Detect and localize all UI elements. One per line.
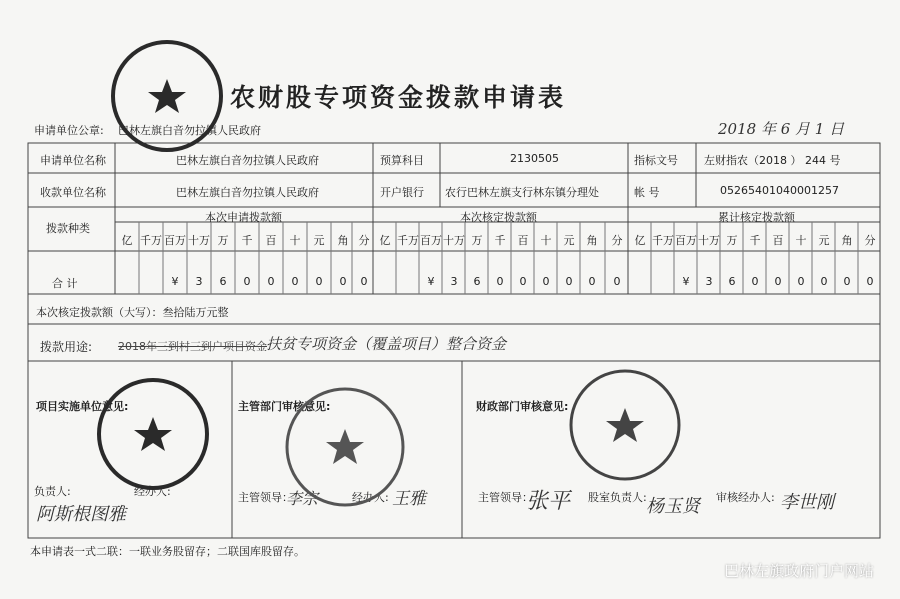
- purpose-handwritten: 扶贫专项资金（覆盖项目）整合资金: [266, 335, 507, 353]
- unit-label: 元: [313, 234, 325, 247]
- total-digit: 0: [243, 275, 251, 288]
- unit-label: 角: [337, 234, 349, 247]
- unit-label: 亿: [121, 234, 133, 247]
- group-header-apply: 本次申请拨款额: [205, 211, 282, 224]
- total-digit: 6: [728, 275, 736, 288]
- total-digit: 0: [843, 275, 851, 288]
- total-digit: 3: [450, 275, 458, 288]
- unit-label: 亿: [379, 234, 391, 247]
- unit-label: 千万: [397, 234, 419, 247]
- total-digit: 0: [774, 275, 782, 288]
- total-digit: 0: [565, 275, 573, 288]
- handler-label: 经办人:: [134, 485, 171, 498]
- signature-dept-leader: 李宗: [286, 489, 319, 508]
- budget-subject-value: 2130505: [510, 152, 559, 165]
- signature-fin-leader: 张平: [526, 489, 571, 514]
- total-digit: ¥: [171, 275, 179, 288]
- unit-label: 十万: [188, 234, 210, 247]
- unit-label: 千: [749, 234, 761, 247]
- unit-label: 千: [494, 234, 506, 247]
- unit-label: 十: [289, 234, 301, 247]
- total-digit: 0: [542, 275, 550, 288]
- applicant-name-value: 巴林左旗白音勿拉镇人民政府: [176, 154, 319, 167]
- total-label: 合 计: [52, 277, 78, 290]
- total-digit: 0: [315, 275, 323, 288]
- account-label: 帐 号: [634, 186, 660, 199]
- impl-unit-opinion-label: 项目实施单位意见:: [36, 400, 129, 413]
- date-handwritten: 2018 年 6 月 1 日: [718, 120, 845, 138]
- unit-label: 百万: [675, 234, 697, 247]
- applicant-seal-label: 申请单位公章:: [34, 124, 104, 137]
- seal-stamp-township-header: [108, 37, 226, 155]
- unit-label: 万: [471, 234, 483, 247]
- type-label: 拨款种类: [46, 222, 90, 235]
- dept-leader-label: 主管领导：: [238, 491, 293, 504]
- unit-label: 千: [241, 234, 253, 247]
- total-digit: 0: [496, 275, 504, 288]
- site-watermark: 巴林左旗政府门户网站: [723, 562, 874, 580]
- form-title: 农财股专项资金拨款申请表: [230, 83, 567, 112]
- budget-subject-label: 预算科目: [380, 154, 424, 167]
- signature-impl-leader: 阿斯根图雅: [36, 504, 126, 525]
- total-digit: ¥: [427, 275, 435, 288]
- quota-doc-value: 左财指农（2018 ） 244 号: [704, 154, 841, 167]
- unit-label: 十: [795, 234, 807, 247]
- unit-label: 万: [217, 234, 229, 247]
- seal-stamp-township: [94, 375, 212, 493]
- total-digit: 0: [588, 275, 596, 288]
- unit-label: 百: [265, 234, 277, 247]
- unit-label: 万: [726, 234, 738, 247]
- unit-label: 十万: [698, 234, 720, 247]
- approved-amount: 本次核定拨款额（大写）：叁拾陆万元整: [36, 306, 229, 319]
- total-digit: 0: [866, 275, 874, 288]
- signature-dept-handler: 王雅: [392, 489, 426, 509]
- unit-label: 元: [563, 234, 575, 247]
- fin-leader-label: 主管领导：: [478, 491, 533, 504]
- total-digit: 0: [291, 275, 299, 288]
- dept-handler-label: 经办人:: [352, 491, 389, 504]
- unit-label: 百: [772, 234, 784, 247]
- total-digit: 6: [219, 275, 227, 288]
- applicant-seal-value: 巴林左旗白音勿拉镇人民政府: [118, 124, 261, 137]
- dept-review-label: 主管部门审核意见:: [238, 400, 331, 413]
- unit-label: 十万: [443, 234, 465, 247]
- total-digit: 0: [339, 275, 347, 288]
- applicant-name-label: 申请单位名称: [40, 154, 106, 167]
- footer-note: 本申请表一式二联：一联业务股留存；二联国库股留存。: [30, 545, 305, 558]
- purpose-value: 2018年三到村三到户项目资金: [118, 340, 267, 353]
- unit-label: 元: [818, 234, 830, 247]
- seal-stamp-finance-bureau: [566, 366, 684, 484]
- fin-chief-label: 股室负责人:: [588, 491, 647, 504]
- account-value: 05265401040001257: [720, 184, 839, 197]
- leader-label: 负责人:: [34, 485, 71, 498]
- total-digit: ¥: [682, 275, 690, 288]
- unit-label: 角: [841, 234, 853, 247]
- group-header-cumulative: 累计核定拨款额: [718, 211, 795, 224]
- total-digit: 0: [751, 275, 759, 288]
- quota-doc-label: 指标文号: [634, 154, 678, 167]
- total-digit: 0: [797, 275, 805, 288]
- unit-label: 千万: [652, 234, 674, 247]
- payee-name-value: 巴林左旗白音勿拉镇人民政府: [176, 186, 319, 199]
- signature-fin-chief: 杨玉贤: [646, 496, 700, 517]
- unit-label: 百万: [164, 234, 186, 247]
- bank-label: 开户银行: [380, 186, 424, 199]
- unit-label: 千万: [140, 234, 162, 247]
- unit-label: 百万: [420, 234, 442, 247]
- unit-label: 十: [540, 234, 552, 247]
- total-digit: 0: [519, 275, 527, 288]
- unit-label: 角: [586, 234, 598, 247]
- total-digit: 0: [267, 275, 275, 288]
- total-digit: 6: [473, 275, 481, 288]
- unit-label: 亿: [634, 234, 646, 247]
- signature-fin-handler: 李世刚: [780, 492, 834, 513]
- unit-label: 百: [517, 234, 529, 247]
- total-digit: 0: [613, 275, 621, 288]
- group-header-approved: 本次核定拨款额: [460, 211, 537, 224]
- total-digit: 3: [195, 275, 203, 288]
- finance-review-label: 财政部门审核意见:: [476, 400, 569, 413]
- unit-label: 分: [611, 234, 623, 247]
- fin-handler-label: 审核经办人:: [716, 491, 775, 504]
- total-digit: 0: [820, 275, 828, 288]
- unit-label: 分: [358, 234, 370, 247]
- total-digit: 0: [360, 275, 368, 288]
- unit-label: 分: [864, 234, 876, 247]
- seal-stamp-poverty-office: [282, 384, 408, 510]
- purpose-label: 拨款用途:: [40, 340, 93, 354]
- payee-name-label: 收款单位名称: [40, 186, 106, 199]
- bank-value: 农行巴林左旗支行林东镇分理处: [445, 186, 599, 199]
- total-digit: 3: [705, 275, 713, 288]
